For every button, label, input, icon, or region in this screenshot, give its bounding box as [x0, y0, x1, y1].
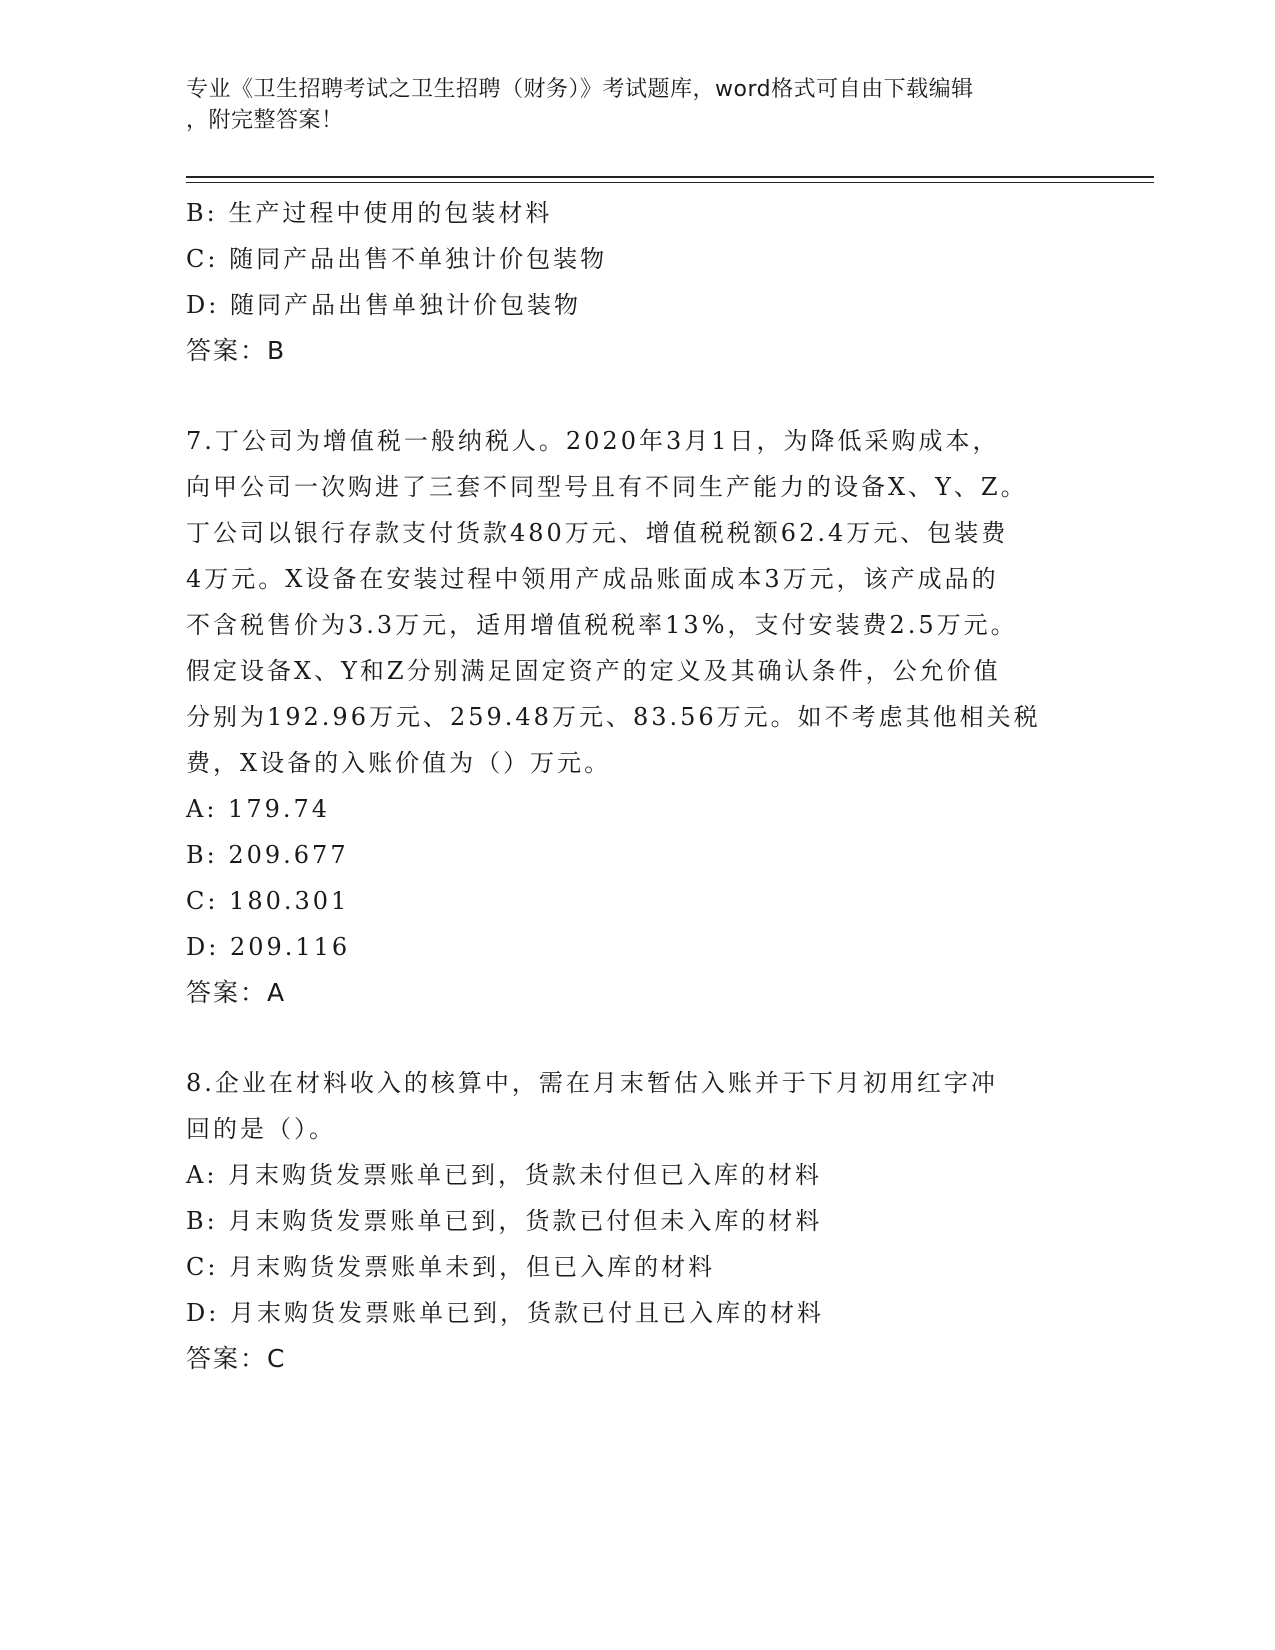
question-text-line: 丁公司以银行存款支付货款480万元、增值税税额62.4万元、包装费: [186, 519, 1009, 547]
question-text-line: 不含税售价为3.3万元，适用增值税税率13%，支付安装费2.5万元。: [186, 611, 1018, 639]
option-a: A: 月末购货发票账单已到，货款未付但已入库的材料: [186, 1161, 823, 1189]
option-d: D: 随同产品出售单独计价包装物: [186, 291, 581, 319]
option-c: C: 随同产品出售不单独计价包装物: [186, 245, 608, 273]
option-b: B: 生产过程中使用的包装材料: [186, 199, 553, 227]
document-header: [186, 74, 1066, 136]
option-b: B: 209.677: [186, 841, 349, 869]
document-body: [186, 190, 1086, 1382]
option-c: C: 月末购货发票账单未到，但已入库的材料: [186, 1253, 716, 1281]
header-rule-thick: [186, 176, 1154, 178]
question-text-line: 回的是（）。: [186, 1115, 336, 1143]
question-text-line: 8.企业在材料收入的核算中，需在月末暂估入账并于下月初用红字冲: [186, 1069, 998, 1097]
question-text-line: 7.丁公司为增值税一般纳税人。2020年3月1日，为降低采购成本，: [186, 427, 1000, 455]
question-6-continued: [186, 190, 1086, 374]
option-a: A: 179.74: [186, 795, 331, 823]
header-rule-thin: [186, 182, 1154, 183]
answer-line: 答案：B: [186, 336, 287, 365]
answer-line: 答案：C: [186, 1344, 287, 1373]
option-d: D: 209.116: [186, 933, 351, 961]
option-c: C: 180.301: [186, 887, 350, 915]
answer-line: 答案：A: [186, 978, 287, 1007]
header-line-2: ，附完整答案！: [186, 108, 344, 133]
option-d: D: 月末购货发票账单已到，货款已付且已入库的材料: [186, 1299, 824, 1327]
question-text-line: 费，X设备的入账价值为（）万元。: [186, 749, 612, 777]
question-7: [186, 418, 1086, 1016]
question-8: [186, 1060, 1086, 1382]
question-text-line: 分别为192.96万元、259.48万元、83.56万元。如不考虑其他相关税: [186, 703, 1041, 731]
header-line-1: 专业《卫生招聘考试之卫生招聘（财务）》考试题库，word格式可自由下载编辑: [186, 77, 974, 102]
question-text-line: 向甲公司一次购进了三套不同型号且有不同生产能力的设备X、Y、Z。: [186, 473, 1028, 501]
question-text-line: 4万元。X设备在安装过程中领用产成品账面成本3万元，该产成品的: [186, 565, 999, 593]
option-b: B: 月末购货发票账单已到，货款已付但未入库的材料: [186, 1207, 823, 1235]
question-text-line: 假定设备X、Y和Z分别满足固定资产的定义及其确认条件，公允价值: [186, 657, 1001, 685]
